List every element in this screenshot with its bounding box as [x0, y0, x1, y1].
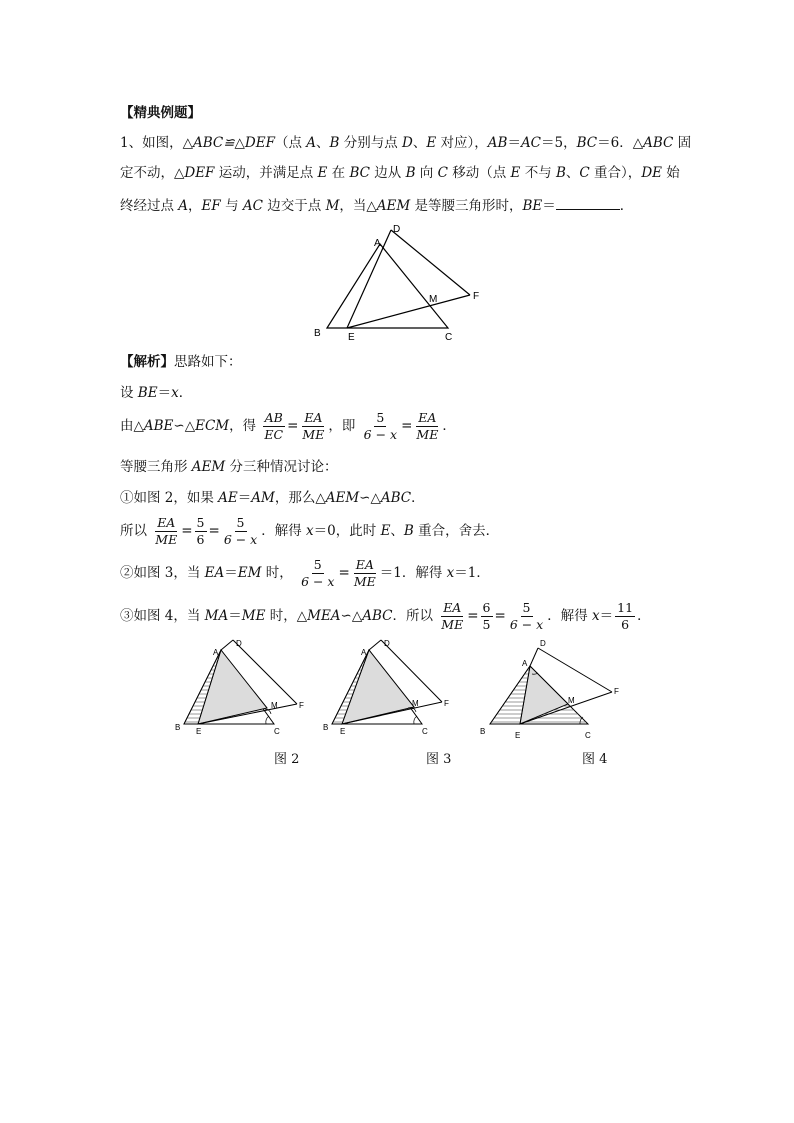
numerator: EA	[441, 602, 463, 618]
text: ＝1．	[454, 565, 490, 581]
text: ＝	[228, 608, 242, 624]
problem-line-1	[120, 133, 691, 153]
fraction	[508, 599, 545, 632]
label-f: F	[473, 291, 480, 302]
text: DE	[641, 165, 662, 181]
case-3: ③如图 4，当 MA＝ME 时，△MEA∽△ABC．所以 $\frac{EA}{ME}$ = $\frac{6}{5}$ = $\frac{5}{6 - x}$ ．解得 x＝ $\frac{11}{6}$ ．	[120, 599, 651, 632]
text: AC	[242, 198, 263, 214]
text: AE	[218, 490, 238, 506]
triangle-abc	[327, 244, 448, 328]
text: 分别与点	[339, 135, 403, 151]
label-e: E	[515, 731, 521, 740]
text: 边交于点	[262, 198, 326, 214]
text: ＝	[507, 135, 521, 151]
denominator: 5	[482, 617, 491, 632]
numerator: 5	[235, 517, 247, 533]
numerator: 6	[481, 602, 493, 618]
analysis-tag: 【解析】	[120, 354, 174, 370]
label-a: A	[213, 648, 219, 657]
label-c: C	[445, 332, 453, 343]
fraction	[299, 556, 336, 589]
analysis-header	[120, 352, 242, 372]
text: 向	[415, 165, 438, 181]
fraction	[481, 599, 493, 632]
segment-ad	[530, 648, 538, 666]
problem-line-2	[120, 163, 680, 183]
text: B	[405, 165, 416, 181]
text: 终经过点	[120, 198, 179, 214]
text: 1、如图，	[120, 135, 183, 151]
text: 分三种情况讨论：	[225, 459, 338, 475]
label-a: A	[361, 648, 367, 657]
case-2: ②如图 3，当 EA＝EM 时， $\frac{5}{6 - x}$ = $\frac{EA}{ME}$ ＝1．解得 x＝1．	[120, 556, 490, 589]
text: AC	[520, 135, 542, 151]
label-b: B	[480, 727, 486, 736]
caption-figure-2: 图 2	[274, 752, 300, 767]
text: ＝	[237, 490, 252, 506]
fraction	[300, 409, 326, 442]
label-b: B	[175, 723, 181, 732]
text: 重合，舍去．	[413, 523, 500, 539]
text: ＝5，	[541, 135, 577, 151]
text: E	[380, 523, 391, 539]
case-1-result: 所以 $\frac{EA}{ME}$ = $\frac{5}{6}$ = $\frac{5}{6 - x}$ ．解得 x＝0，此时 E、B 重合，舍去．	[120, 514, 500, 547]
denominator: 6 − x	[223, 532, 258, 547]
text: ，	[188, 198, 202, 214]
text: x	[592, 608, 600, 624]
text: C	[579, 165, 590, 181]
numerator: 5	[374, 412, 386, 428]
analysis-intro: 思路如下：	[174, 354, 242, 370]
fraction	[153, 514, 179, 547]
text: 所以	[120, 523, 147, 539]
text: 时，	[265, 608, 297, 624]
text: AEM	[191, 459, 226, 475]
numerator: EA	[155, 517, 177, 533]
text: ②如图 3，当	[120, 565, 205, 581]
numerator: 5	[521, 602, 533, 618]
text: BE	[137, 385, 158, 401]
fraction	[414, 409, 440, 442]
text: ．解得	[547, 608, 593, 624]
text: A	[306, 135, 317, 151]
text: ．解得	[261, 523, 307, 539]
text: A	[178, 198, 189, 214]
denominator: ME	[155, 532, 178, 547]
label-e: E	[340, 727, 346, 736]
text: BC	[576, 135, 598, 151]
fraction	[222, 514, 259, 547]
denominator: ME	[353, 574, 376, 589]
text: E	[510, 165, 521, 181]
text: 与	[220, 198, 243, 214]
text: △AEM	[366, 198, 411, 214]
label-c: C	[422, 727, 428, 736]
label-m: M	[429, 294, 438, 305]
label-b: B	[314, 328, 321, 339]
label-a: A	[522, 659, 528, 668]
text: （点	[274, 135, 307, 151]
problem-line-3	[120, 195, 633, 216]
text: E	[426, 135, 437, 151]
numerator: EA	[354, 559, 376, 575]
figure-2	[175, 639, 304, 736]
numerator: EA	[416, 412, 438, 428]
text: B	[329, 135, 340, 151]
text: x	[306, 523, 314, 539]
fraction	[352, 556, 378, 589]
denominator: 6 − x	[363, 427, 398, 442]
text: 、	[565, 165, 580, 181]
label-e: E	[196, 727, 202, 736]
fraction	[615, 599, 635, 632]
text: MA	[204, 608, 229, 624]
text: 、	[412, 135, 427, 151]
step-3	[120, 457, 338, 477]
numerator: EA	[302, 412, 324, 428]
figure-4	[480, 639, 619, 740]
text: 在	[327, 165, 350, 181]
segment-ef	[347, 295, 470, 328]
text: △ABC≌△DEF	[182, 135, 275, 151]
text: ，得	[229, 418, 257, 434]
text: △MEA∽△ABC	[296, 608, 393, 624]
text: BC	[349, 165, 370, 181]
text: 运动，并满足点	[214, 165, 318, 181]
caption-figure-3: 图 3	[426, 752, 452, 767]
text: ③如图 4，当	[120, 608, 205, 624]
text: 设	[120, 385, 138, 401]
text: x	[171, 385, 179, 401]
numerator: 5	[195, 517, 207, 533]
text: B	[556, 165, 566, 181]
text: EM	[237, 565, 262, 581]
label-e: E	[348, 332, 355, 343]
text: BE	[522, 198, 543, 214]
label-d: D	[540, 639, 546, 648]
text: 不与	[520, 165, 556, 181]
case-figures	[170, 636, 650, 746]
numerator: 11	[615, 602, 635, 618]
step-2: 由△ABE∽△ECM，得 $\frac{AB}{EC}$ = $\frac{EA}{ME}$ ，即 $\frac{5}{6 - x}$ = $\frac{EA}{ME}$ ．	[120, 409, 456, 442]
numerator: AB	[263, 412, 285, 428]
label-c: C	[274, 727, 280, 736]
fraction	[362, 409, 399, 442]
text: 固	[673, 135, 692, 151]
text: 边从	[370, 165, 406, 181]
text: 是等腰三角形时，	[410, 198, 523, 214]
text: 、	[316, 135, 330, 151]
label-c: C	[585, 731, 591, 740]
text: ME	[241, 608, 266, 624]
answer-blank[interactable]	[556, 195, 620, 210]
section-header: 【精典例题】	[120, 105, 201, 121]
text: 、	[390, 523, 404, 539]
text: 始	[662, 165, 680, 181]
text: M	[325, 198, 340, 214]
text: 等腰三角形	[120, 459, 192, 475]
text: C	[437, 165, 448, 181]
text: D	[402, 135, 413, 151]
text: ＝	[599, 608, 614, 624]
step-1	[120, 383, 192, 403]
text: EF	[201, 198, 221, 214]
text: ．	[411, 490, 425, 506]
fraction	[262, 409, 285, 442]
text: △AEM∽△ABC	[315, 490, 412, 506]
denominator: EC	[264, 427, 284, 442]
fraction	[195, 514, 207, 547]
denominator: ME	[441, 617, 464, 632]
label-d: D	[236, 639, 242, 648]
text: ＝	[542, 198, 556, 214]
label-b: B	[323, 723, 329, 732]
denominator: 6	[621, 617, 630, 632]
text: 由	[120, 418, 134, 434]
text: 时，	[261, 565, 293, 581]
text: ＝6．	[597, 135, 633, 151]
text: ．	[619, 198, 634, 214]
text: ＝	[157, 385, 172, 401]
text: B	[403, 523, 414, 539]
text: ＝1．解得	[379, 565, 447, 581]
text: ，那么	[274, 490, 316, 506]
text: ，即	[328, 418, 356, 434]
segment-ad	[369, 640, 381, 650]
denominator: 6 − x	[509, 617, 544, 632]
label-f: F	[299, 701, 304, 710]
text: ＝0，此时	[313, 523, 381, 539]
label-f: F	[444, 699, 449, 708]
text: 重合），	[589, 165, 642, 181]
denominator: ME	[416, 427, 439, 442]
label-f: F	[614, 687, 619, 696]
label-m: M	[568, 696, 575, 705]
text: ．	[637, 608, 651, 624]
fraction	[439, 599, 465, 632]
numerator: 5	[312, 559, 324, 575]
text: EA	[204, 565, 225, 581]
text: △DEF	[174, 165, 215, 181]
text: ．	[178, 385, 193, 401]
text: 对应），	[436, 135, 488, 151]
text: 移动（点	[447, 165, 511, 181]
text: ．所以	[392, 608, 433, 624]
label-d: D	[384, 639, 390, 648]
caption-figure-4: 图 4	[582, 752, 608, 767]
segment-df	[391, 230, 470, 295]
text: AB	[487, 135, 508, 151]
denominator: 6	[196, 532, 205, 547]
text: △ABE∽△ECM	[133, 418, 230, 434]
text: E	[317, 165, 328, 181]
text: ，当	[339, 198, 367, 214]
segment-de	[347, 230, 391, 328]
text: AM	[251, 490, 275, 506]
text: 定不动，	[120, 165, 174, 181]
figure-3	[323, 639, 449, 736]
text: △ABC	[632, 135, 674, 151]
label-d: D	[393, 224, 401, 235]
denominator: ME	[302, 427, 325, 442]
text: x	[446, 565, 455, 581]
case-1	[120, 488, 425, 508]
segment-ad	[221, 640, 233, 650]
main-figure	[310, 222, 490, 344]
label-m: M	[412, 699, 419, 708]
label-a: A	[374, 238, 381, 249]
denominator: 6 − x	[301, 574, 335, 589]
text: ＝	[224, 565, 238, 581]
label-m: M	[271, 701, 278, 710]
text: ①如图 2，如果	[120, 490, 219, 506]
